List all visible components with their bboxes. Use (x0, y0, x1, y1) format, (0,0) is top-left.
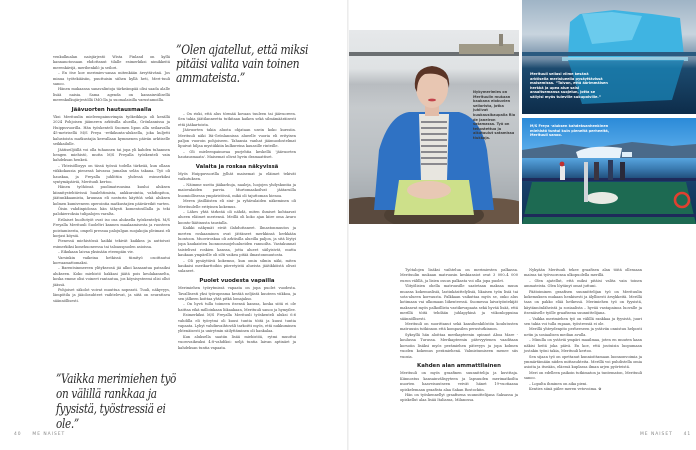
paragraph: – Lähes yhtä tärkeää oli nähdä, miten ihmiset kohtaavat alueen eläimet meriensä. Meillä oli koko ajan kiire oma Avaro koonto-läätinusta taustalla. (178, 209, 296, 225)
section-heading: Jäävuorten hautausmaalla (71, 106, 152, 113)
page-number: 41 (683, 432, 692, 437)
paragraph: Meri on edelleen paikoin tutkimaton ja tuntematon, Merituuli sanoo. (524, 370, 642, 381)
paragraph: Työtalojen lisäksi vaihtelua on merimiesten palkassa. Merituulin mukaan matruusin keskiansiot ovat 3 000–4 000 euron välillä, ja lisien osuus palkasta voi olla jopa puolet. (400, 268, 518, 283)
paragraph: Pienessä miehistössä kaikki tekivät kaikkea ja auttoivat esimerkiksi konehuoneessa tai taloauspuolen asioissa. (53, 239, 170, 249)
paragraph: – On hyvä tulla toimeen itsensä kanssa, koska siitä ei ole haittaa eikä milloinkaan liikaakaan, Merituuli sanoo ja hymyilee. (178, 302, 296, 312)
paragraph: Merillä yhteydenpito perheeseen ja ystäviin onnistuu helposti netin ja sosiaalisen median avulla. (524, 327, 642, 337)
paragraph: Merituuli on myös graafinen suunnittelija ja kuvittaja. Kiinnostus kansainvälisyyteen ja lapsuuden merimatkoilta nuorten haaveisuutseen veivät hänet 19-vuotiaana opiskelemaan graafista alaa Sakan Rostockiin. (400, 371, 518, 392)
paragraph: Erilaiset huoltotyöt ovat iso osa aluksella työskentelyä. M/S Freyalla Merituuli Suoleltri kannen maalaamisesta ja ruosteen poistamisesta, ompeli pressua palojulgan suojakojia pleimasi eli korjasi köysiä. (53, 217, 170, 238)
iceberg-photo (522, 0, 696, 114)
section-heading: Valaita ja roskaa näkyvissä (195, 163, 279, 170)
paragraph: – En itse koe merimies-sanaa mitenkään ärsyttävänä. Jos minua työtekiäisiin, puuttuisin siihen kyllä heti, Meri-tuuli sanoo. (53, 71, 170, 87)
paragraph: Sen sijaan työ on opettanut kunnioittamaan luonnonvoimia ja ymmärtämään niiden mittasuhteita. Merillä voi puhdistella omia asioita ja itseään, eläessä kuplassa ilman arjen pyörteistä. (524, 354, 642, 370)
paragraph: Jäävuorten takia aluota ohjataan usein koko kurssiin. Merituuli näki Itä-Grönlannissa alueelle vuoria eli erityisen paljon vuoroin pohjoiseen. Tahansia vanhat jäämuodostelmat lipuivat hiljaa mystiikkiin kulkureina kauasille rinteille. (178, 128, 296, 149)
paragraph: Hän on työskennellyt graafisena suunnittelijana Saksassa ja opiskellut alaa lisää Italiassa, Milanossa. (400, 392, 518, 403)
photo-caption: Merituuli seilasi viime kesänä arktisella merialueella pysäyttävissä maisemissa. ”Toivon, että äärimmäisen herkkä ja upea alue saisi ansaitsemansa suojelun, jotta se säilyisi myös tuleville sukupolville.” (530, 72, 608, 99)
paragraph: – Eikukaan laivaa yksinään eteenpäin vie. (58, 250, 134, 255)
paragraph: – Oli pysäyttävä kokemus, kun omin silmin näki, miten kaukaisi merikarttoihin piirretyistä alueista jäätikköistä olivat sulaneet. (178, 258, 296, 274)
paragraph: Hänen mukaansa sanavalintoja tärkeämpää olisi saada alalle lisää naisia. Sama agenda on kansainvälisellä merenkulkujärjestöllä IMO:lla ja suomalaisilla varustamoilla. (53, 87, 170, 103)
portrait-photo (349, 30, 519, 224)
magazine-name: ME NAISET (640, 432, 673, 437)
photo-caption: M/S Freya -aluksen kahdeksanhenkinen miehistö tuntui kuin pieneltä perheeltä, Merituuli sanoo. (530, 124, 610, 138)
paragraph: Myös Huippuvuorilla jylhät maisemat ja eläimet tekivät vaikutuksen. (178, 172, 296, 182)
paragraph: Yksi Merituulin mieleenpainuvimpia työkeikkoja oli kesällä 2024 Pohjoisen jäämeren arktisilla alueilla, Grönlannissa ja Huippuvuorilla. Hän työskenteli Suomen lipun alla seilaavalla 45-metrisellä M/S Freya -retkikunta-aluksella, joka kuljetti kalustoista matkustajia kerrallaan kymmenen päivän arktiselle seikkailulle. (53, 115, 170, 147)
page-number: 40 (14, 432, 22, 437)
pull-quote: ”Olen ajatellut, että miksi pitäisi valita vain toinen ammateista.” (176, 43, 309, 86)
paragraph (524, 387, 642, 392)
paragraph: Hänen työhönsä puolimatruusina kuului aluksen kiinnitystehtävissä hualehtimista, ankkurointia, vahdinpitoa, jäätunkkaamista, kruunan eli nosturin käyttöä sekä aluksen kolmen kumiveneen operointia matkustajien pääväreikit varten. (53, 185, 170, 206)
end-mark-icon: ✿ (598, 386, 602, 391)
paragraph: Kun aluksella saatiin lisää miehistöä, rytmi muuttui vuorovaikeaksi 4:8-vahdiksi: neljä tuntia laivan aptinäet ja kahdeksan tuntia vapaata. (178, 334, 296, 350)
paragraph: – Minulla on ystäviä ympäri maailmaa, joten en muuten kaan näkisi heitä joka päivä. En koe, että joutuisin luopumaan jostakin työni takia, Merituuli kertoo. (524, 338, 642, 354)
paragraph: Ylityölisien ohella matruusille saatetaan maksaa muun muassa kokemuslisiä, lastinkäsittelylisiä, likaisen työn lisiä tai sota-alueen korvausta. Palkkaan vaikuttaa myös se, onko alus kotimaan vai ulkomaan liikenteessä. Suomessa laivatyöntekijät maksavat myös palkoillista vastikevapaata sekä hyvää lisää, että merillä töitä tehdään juhlapyhinä ja viikonloppuina säännöllisesti. (400, 284, 518, 321)
paragraph: Öisin vahdinpidossa hän tähysti komentosillalla ja teki palokierroksia tulipalojen varalta. (53, 206, 170, 217)
paragraph: Pohjoiset säkolot voivat muuttua nopeasti. Tuuli, näkyvyys, lämpötila ja jääolosuhteet vaihtelevat, ja siitä on seurattava säännöllisesti. (53, 288, 170, 303)
paragraph: Varsinkin vaikeina hetkissä tiimityö osoittautui korvaamattomaksi. (53, 255, 170, 266)
paragraph: Syksyllä hän aloittaa merikapteenin opinnot Aboa Mare -koulussa Turussa. Merikapteenin pätevyytenen vaaditaan korsoiin lisäksi myös perämiehen pätevyys ja jopa kolmen vuoden kokemus perämiehenä. Valmistumiseen menee siis vuosia. (400, 332, 518, 359)
paragraph: – Olen ajatellut, että miksi pitäisi valita vain toinen ammateista. Olen löytänyt omat juttuni. (524, 278, 642, 289)
column-1 (53, 55, 170, 304)
section-heading: Puolet vuodesta vapailla (199, 277, 275, 284)
paragraph: – On riski, että alus törmää kovaan tuuleen tai jäävuoreen. Sen takia jäätilanneetta tutkitaan kaiken sekä silmämääräisesti että jääkartoista. (178, 112, 296, 127)
paragraph: Merimiehen työrytmissä vapaata on jopa puolet vuodesta. Tavallisesti yksi työrupeama kestää neljästä kuuteen viikkoa, ja sen jälkeen koittaa yhtä pitkä lomajakso. (178, 286, 296, 301)
paragraph: – Yhteisöllisyys on tässä työssä todella tärkeää, kun ollaan viikkokausia pienessä laivassa jumalan selän takana. Työ oli hauskaa, ja Freyalla juhlittiin yhdessä esimerkiksi syntymäpäiviä, Merituuli kertoo. (53, 163, 170, 184)
column-3 (400, 268, 518, 404)
magazine-name: ME NAISET (32, 432, 66, 437)
paragraph: Kaikki näkymät eivät ilahduttaneet. Ilmastonmuutos ja merten roskaaminen ovat jättäneet merkkinsä herkkään luontoon. Muoviroskaa oli arktisilla alueilla paljon, ja sitä löytyi jopa kaukaisten luonnonsuojelualueiden rannoilta. Vastakunnat taistelivat roskien kanssa, jotta alueet säilyisivät, mutta kaukaan ympärille oli silti vaikea pitää ilmastonmuutosta. (178, 226, 296, 258)
pull-quote: ”Vaikka merimiehen työ on välillä rankkaa ja fyysistä, työstressiä ei ole.” (56, 372, 177, 432)
page-folio-left (14, 432, 65, 437)
paragraph: – Barentsinmereen ylitykseosä jäi alkoi kasaantua patsaiksi alukseen. Koko miehistö hakkasi jäätä pois keulakannelta, koska emme olisi voineet rantautua, jos köysisysteemi olisi ollut jäässä. (53, 266, 170, 287)
section-heading: Kahden alan ammattilainen (417, 362, 501, 369)
paragraph: Meren jäsilläisten eli sini- ja ryhävalaiden näkeminen oli Merituulelle erityinen kokemus. (178, 199, 296, 209)
paragraph: Nykyään Merituuli tekee graafisen alan töitä ollessaan maissa tai työvuoronsa ulkopuolella merillä. (524, 268, 642, 278)
paragraph: – Oli mieleenpainuvaa purjehtia keskellä 'jäävuorten hautausmaata'. Maisemat olivat hyvin dramaattiset. (178, 149, 296, 160)
ship-photo (522, 118, 696, 224)
paragraph: venkulkualan naisjärjestö Wista Finland on kyllä kannanotossaan ehdottanut tilalle esimerkiksi nimikkeitä merenkävijä, meribenkilö ja seilori. (53, 55, 170, 70)
paragraph: – Näimme useita jääkarhuja, naaleja, luojojen yhdyskuntia ja maiovalaiden parvia. Murtomaakoilvat jäätaruilla huomiollisessa ympäristössä, mikä oli tajuttoman hienoa. (178, 182, 296, 198)
paragraph: – Vaikka merimiehen työ on välillä rankkaa ja fyysistä, juuri sen takia voi tulla rupaan, työstressiä ei ole. (524, 316, 642, 327)
paragraph: Merituuli on suorittanut sekä kansihenkilöstön koulutusten matruusin tutkinnon että kompasilen perustutkinnon. (400, 322, 518, 332)
column-4 (524, 268, 642, 392)
closing-line: Kenties siinä piilee meren vetovoima. (529, 386, 598, 391)
page-folio-right (640, 432, 691, 437)
paragraph: Jäätiseiljöillä voi olla tuhannen tai jopa yli kahden tuhannen hengen miehistö, mutta M/S Freyalla työskenteli vain kahdeksan henkeä. (53, 147, 170, 163)
paragraph: Päätoiminen graafisen suunnittelijan työ on Merituulin kokemuksen mukaan henkisesti ja älyllisesti ärsykkeitä. Merillä taas on pakko elää hetkessä. Merimiehen työ on fyysistä, käytännönläheistä ja sosiaalista – hyvää vastapainoa luovalle ja itsenäiselle työlle graafisena suunnittelijana. (524, 289, 642, 316)
column-2 (178, 112, 296, 392)
paragraph: Esimerkiksi M/S Freyalla Merituuli työskenteli aluksi 6:6 vahdilla eli työrytmi oli kuusi tuntia töitä ja kuusi tuntia vapaata. Lyhyt vahdinvaihtoväli tarkoitti myös, että nukkuminen yhtenäisesti ja unirytmin säilyttäminen oli hankalaa. (178, 313, 296, 334)
paragraph: – Lopulta ihminen on aika pieni. (529, 381, 588, 386)
photo-caption: Nykymerimies on Merituulin mukaan kaukana elokuvien seilorista, jotka juhlivat kuukausikaupalla Rio de Janeiron satamassa. Työ on tehostettua ja aikataulut satamissa tiukkoja. (473, 90, 516, 140)
